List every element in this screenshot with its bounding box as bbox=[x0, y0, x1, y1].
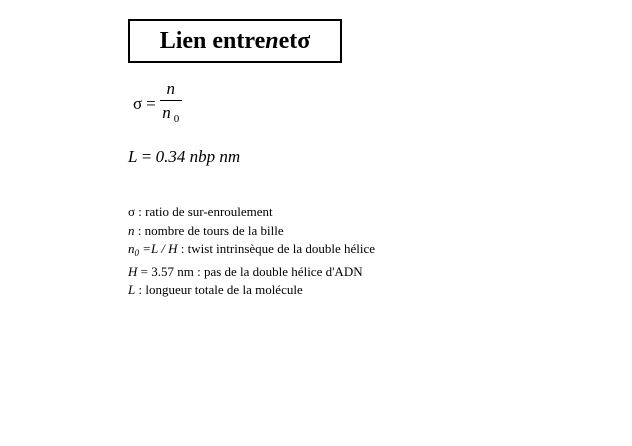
definition-expression: =L / H bbox=[139, 241, 178, 256]
equals-sign: = bbox=[146, 94, 156, 113]
definition-text: : longueur totale de la molécule bbox=[135, 282, 303, 297]
definition-item bbox=[128, 240, 375, 263]
definition-text: : nombre de tours de la bille bbox=[134, 222, 284, 238]
definition-subscript: 0 bbox=[134, 248, 139, 258]
definition-symbol: L bbox=[128, 282, 136, 297]
title-prefix: Lien entre bbox=[159, 27, 266, 54]
slide-title bbox=[128, 19, 342, 63]
definition-text: = 3.57 nm : pas de la double hélice d'ADN bbox=[137, 263, 363, 279]
fraction-numerator: n bbox=[166, 79, 176, 98]
denominator-subscript: 0 bbox=[173, 113, 180, 125]
denominator-var: n bbox=[162, 103, 171, 122]
definition-symbol: σ bbox=[128, 204, 136, 219]
title-sigma: σ bbox=[297, 27, 311, 54]
definition-symbol: n bbox=[128, 241, 135, 256]
title-n: n bbox=[265, 27, 279, 54]
sigma-formula bbox=[133, 80, 182, 128]
definition-symbol: H bbox=[128, 263, 138, 279]
definition-item bbox=[128, 281, 375, 300]
length-equals: = bbox=[137, 147, 156, 166]
sigma-symbol: σ bbox=[133, 94, 143, 113]
title-middle: et bbox=[278, 27, 298, 54]
definition-item bbox=[128, 222, 375, 241]
length-lhs: L bbox=[128, 147, 138, 166]
sigma-fraction bbox=[160, 80, 182, 128]
fraction-denominator bbox=[162, 101, 179, 128]
definition-text: : ratio de sur-enroulement bbox=[135, 204, 273, 219]
length-formula bbox=[128, 147, 240, 167]
definition-item bbox=[128, 263, 375, 282]
definitions-list bbox=[128, 203, 375, 300]
definition-item bbox=[128, 203, 375, 222]
definition-symbol: n bbox=[128, 222, 135, 238]
definition-text: : twist intrinsèque de la double hélice bbox=[177, 241, 376, 256]
length-rhs: 0.34 nbp nm bbox=[155, 147, 241, 166]
